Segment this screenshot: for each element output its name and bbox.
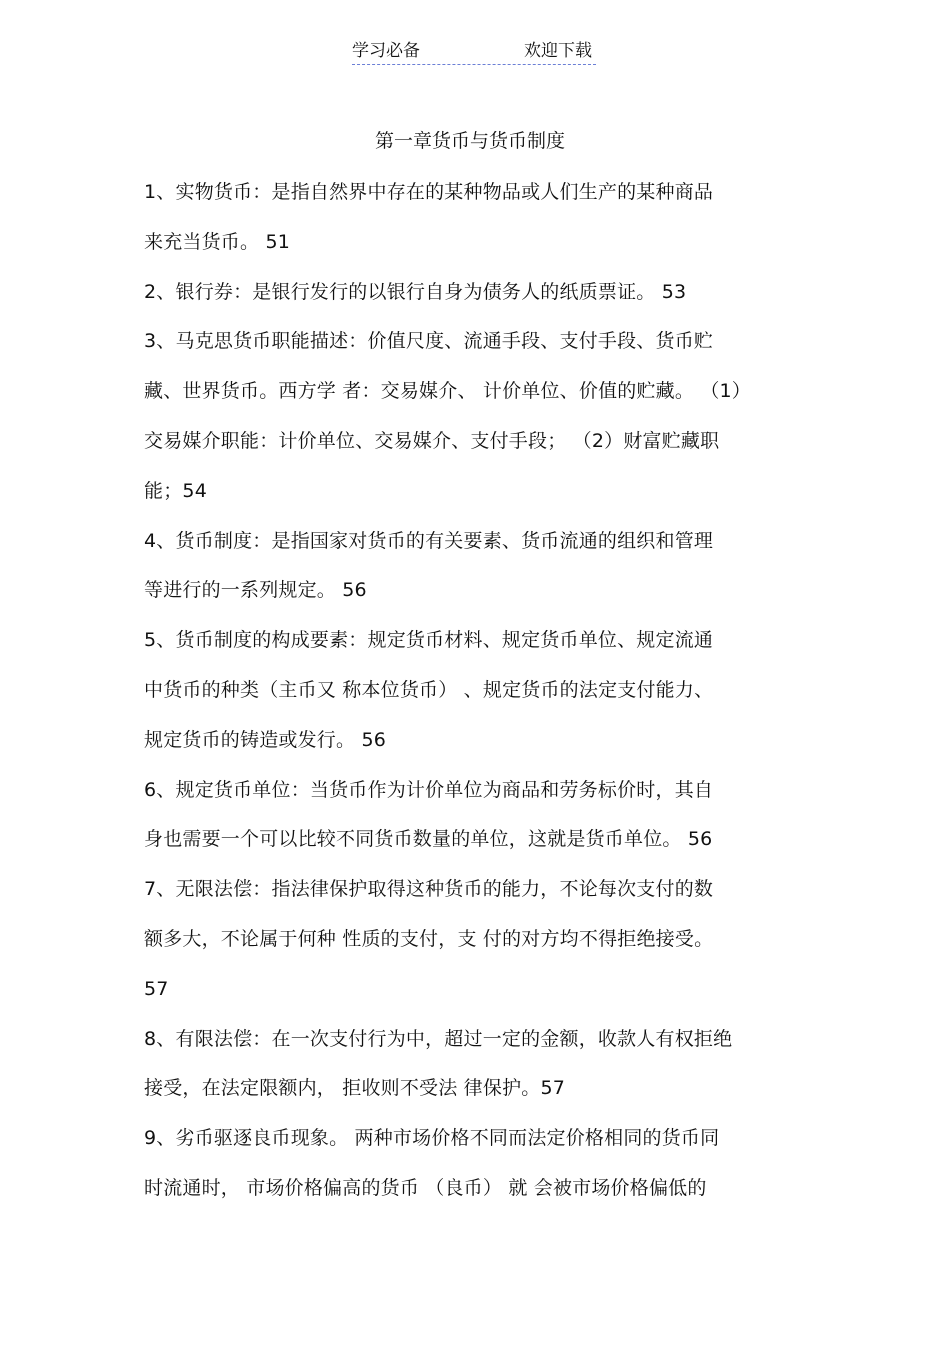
text-line: 额多大，不论属于何种 性质的支付，支 付的对方均不得拒绝接受。 — [144, 927, 714, 950]
document-body — [144, 177, 844, 1223]
text-line: 2、银行券：是银行发行的以银行自身为债务人的纸质票证。 53 — [144, 280, 687, 303]
text-line: 3、马克思货币职能描述：价值尺度、流通手段、支付手段、货币贮 — [144, 330, 714, 353]
text-line: 9、劣币驱逐良币现象。 两种市场价格不同而法定价格相同的货币同 — [144, 1127, 720, 1150]
text-line: 中货币的种类（主币又 称本位货币） 、规定货币的法定支付能力、 — [144, 678, 714, 701]
page-header — [352, 40, 596, 65]
text-line: 6、规定货币单位：当货币作为计价单位为商品和劳务标价时，其自 — [144, 778, 714, 801]
text-line: 4、货币制度：是指国家对货币的有关要素、货币流通的组织和管理 — [144, 529, 714, 552]
text-line: 接受，在法定限额内， 拒收则不受法 律保护。57 — [144, 1077, 566, 1100]
text-line: 身也需要一个可以比较不同货币数量的单位，这就是货币单位。 56 — [144, 828, 713, 851]
text-line: 1、实物货币：是指自然界中存在的某种物品或人们生产的某种商品 — [144, 181, 714, 203]
text-line: 7、无限法偿：指法律保护取得这种货币的能力，不论每次支付的数 — [144, 878, 714, 901]
text-line: 8、有限法偿：在一次支付行为中，超过一定的金额，收款人有权拒绝 — [144, 1027, 733, 1050]
text-line: 来充当货币。 51 — [144, 230, 291, 253]
text-line: 交易媒介职能：计价单位、交易媒介、支付手段； （2）财富贮藏职 — [144, 429, 720, 452]
text-line: 等进行的一系列规定。 56 — [144, 579, 367, 602]
text-line: 5、货币制度的构成要素：规定货币材料、规定货币单位、规定流通 — [144, 629, 714, 652]
header-left-text: 学习必备 — [352, 41, 420, 61]
header-right-text: 欢迎下载 — [524, 41, 592, 61]
text-line: 规定货币的铸造或发行。 56 — [144, 728, 387, 751]
text-line: 藏、世界货币。西方学 者：交易媒介、 计价单位、价值的贮藏。 （1） — [144, 380, 752, 403]
text-line: 57 — [144, 977, 169, 1000]
text-line: 时流通时， 市场价格偏高的货币 （良币） 就 会被市场价格偏低的 — [144, 1176, 707, 1199]
text-line: 能；54 — [144, 479, 207, 502]
chapter-title: 第一章货币与货币制度 — [374, 130, 565, 152]
